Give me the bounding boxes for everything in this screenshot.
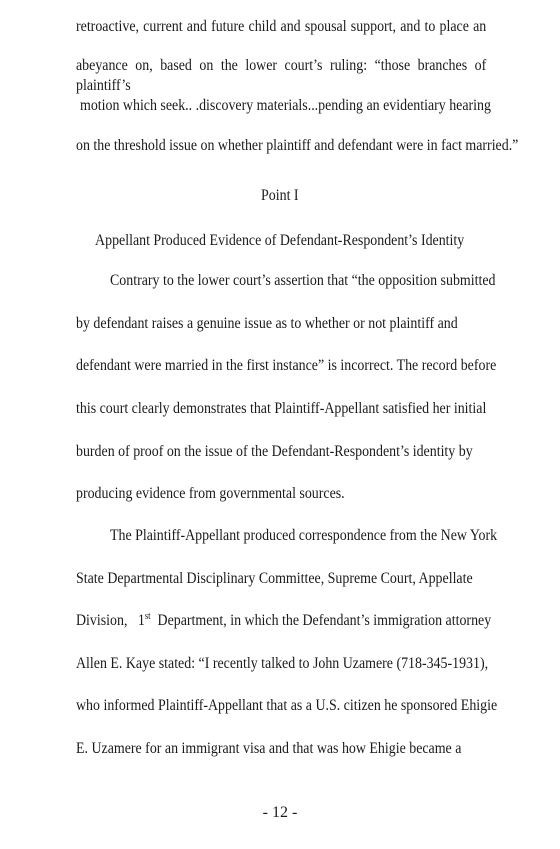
section-heading: [0, 185, 560, 205]
body-line: producing evidence from governmental sources.: [76, 484, 345, 502]
body-line: motion which seek.. .discovery materials...pending an evidentiary hearing: [80, 96, 491, 114]
body-line: abeyance on, based on the lower court’s ruling: “those branches of plaintiff’s: [76, 56, 487, 94]
body-line: Allen E. Kaye stated: “I recently talked to John Uzamere (718-345-1931),: [76, 654, 489, 672]
section-subheading-text: Appellant Produced Evidence of Defendant-Respondent’s Identity: [95, 231, 465, 249]
body-line: E. Uzamere for an immigrant visa and that was how Ehigie became a: [76, 739, 462, 757]
body-line: State Departmental Disciplinary Committee, Supreme Court, Appellate: [76, 569, 473, 587]
paragraph-first-line: Contrary to the lower court’s assertion that “the opposition submitted: [110, 271, 496, 289]
ordinal-suffix: st: [144, 611, 151, 622]
ordinal-number: 1: [137, 611, 145, 629]
section-subheading: [0, 230, 560, 250]
body-line: by defendant raises a genuine issue as to whether or not plaintiff and: [76, 314, 458, 332]
body-line: [76, 610, 492, 630]
body-line: retroactive, current and future child and spousal support, and to place an: [76, 17, 487, 35]
body-line: burden of proof on the issue of the Defendant-Respondent’s identity by: [76, 442, 473, 460]
page-number: - 12 -: [262, 804, 298, 821]
body-line: on the threshold issue on whether plaintiff and defendant were in fact married.”: [76, 136, 519, 154]
body-line: this court clearly demonstrates that Plaintiff-Appellant satisfied her initial: [76, 399, 487, 417]
department-text: Department, in which the Defendant’s immigration attorney: [157, 611, 492, 629]
division-word: Division,: [76, 611, 128, 629]
section-heading-text: Point I: [261, 186, 299, 204]
body-line: who informed Plaintiff-Appellant that as a U.S. citizen he sponsored Ehigie: [76, 696, 498, 714]
body-line: defendant were married in the first instance” is incorrect. The record before: [76, 356, 497, 374]
paragraph-first-line: The Plaintiff-Appellant produced correspondence from the New York: [110, 526, 498, 544]
